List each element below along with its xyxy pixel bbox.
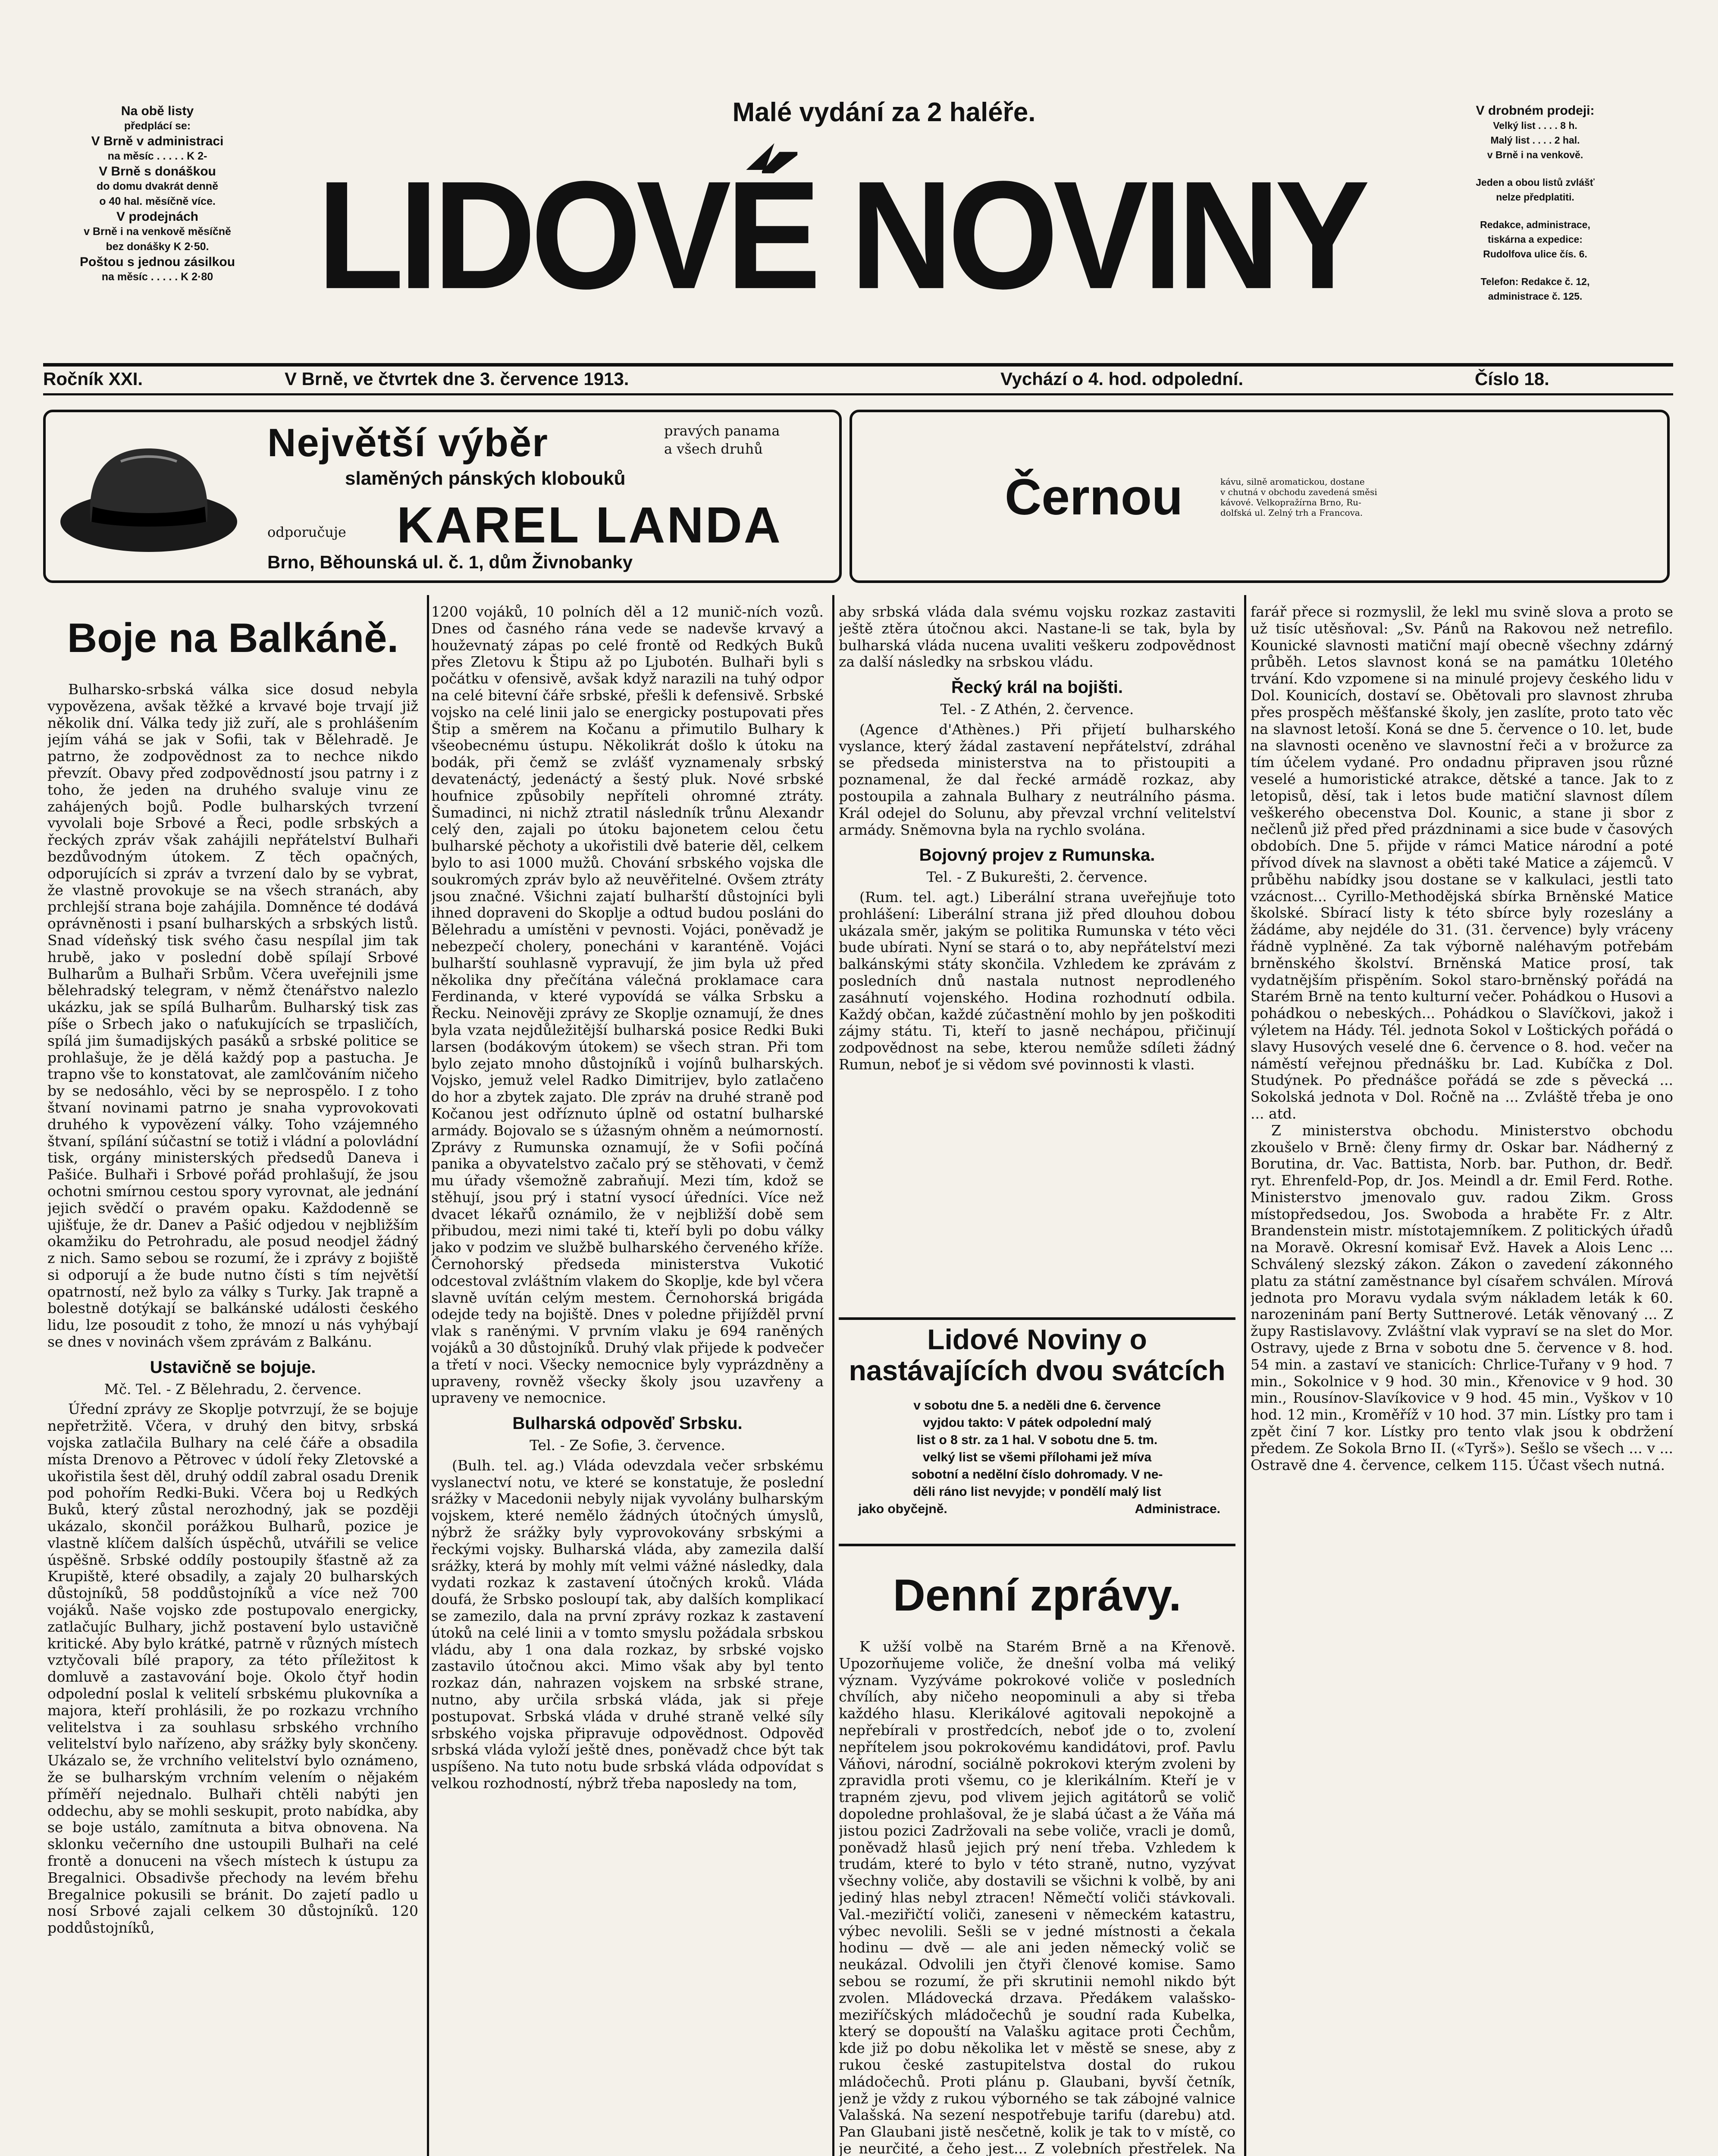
retail-line: Telefon: Redakce č. 12,: [1480, 276, 1590, 287]
article-denni-text: K užší volbě na Starém Brně a na Křenově. Upozorňujeme voliče, že dnešní volba má veliký význam. Vyzýváme pokrokové voliče v posledních chvílích, aby ničeho neopominuli a aby si třeba každého hlasu. Klerikálové agitovali nepokojně a nepřebírali v prostředcích, neboť jde o to, zvolení nepřítelem jsou pokrokovému kandidátovi, prof. Pavlu Váňovi, národní, sociálně pokrokovi kterým zvoleni by zpravidla proti všemu, co je klerikálním. Kteří je v trapném zjevu, pod vlivem jejich agitátorů se volič dopoledne prohlašoval, že je slabá účast a že Váňa má jistou pozici Zadržovali na sebe voliče, vracli je domů, poněvadž hlasů jejich prý není třeba. Vzhledem k trudám, které to bylo v této straně, nutno, vyzývat všechny voliče, aby dostavili se všichni k volbě, by ani jediný hlas nebyl ztracen! Němečtí voliči stávkovali. Val.-meziřičtí voliči, zaneseni v německém katastru, výbec nevolili. Sešli se v jedné místnosti a čekala hodinu — dvě — ale ani jeden německý volič se neukázal. Odvolili jen čtyři členové komise. Samo sebou se rozumí, že při skrutinii nemohl nikdo být zvolen. Mládovecká drzava. Předákem valašsko-meziříčských mládočechů je soudní rada Kubelka, který se dopouští na Valašku agitace proti Čechům, kde již po dobu několika let v městě se snese, aby z rukou české zastupitelstva dostal do rukou mládočechů. Proti plánu p. Glaubani, byvší četník, jenž je vždy z rukou výborného se tak zábojné valnice Valašská. Na sezení nespotřebuje tarifu (darebu) atd. Pan Glaubani jistě nesčetně, kolik je tak to v místě, co je neurčité, a čeho jest... Z volebních přestřelek. Na: [839, 1638, 1235, 2156]
column-rule-2: [832, 595, 834, 2156]
headline-svatky: Lidové Noviny o nastávajících dvou svátcích: [849, 1323, 1226, 1386]
subscription-line: Poštou s jednou zásilkou: [79, 255, 235, 269]
retail-line: Velký list . . . . 8 h.: [1493, 120, 1577, 131]
article-recky-text: (Agence d'Athènes.) Při přijetí bulharského vyslance, který žádal zastavení nepřátelství, zdráhal se předseda ministerstva na to přistoupiti a poznamenal, že dal řecké armádě rozkaz, aby postoupila a zahnala Bulhary z neutrálního pásma. Král odejel do Solunu, aby převzal vrchní velitelství armády. Sněmovna byla na rychlo svolána.: [839, 721, 1235, 838]
headline-denni: Denní zprávy.: [893, 1570, 1182, 1620]
headline-ustavicne: Ustavičně se bojuje.: [150, 1357, 316, 1377]
article-col3-text: aby srbská vláda dala svému vojsku rozkaz zastaviti ještě ztěra útočnou akci. Nastane-li se tak, byla by bulharská vláda nucena uvaliti veškeru zodpovědnost za další následky na srbskou vládu.: [839, 604, 1235, 671]
subscription-info: [43, 103, 272, 285]
article-boje-text: Bulharsko-srbská válka sice dosud nebyla vypovězena, avšak těžké a krvavé boje trvají již několik dní. Válka tedy již zuří, ale s prohlášením jejím váhá se jak v Sofii, tak v Bělehradě. Je patrno, že zodpovědnost za to nechce nikdo převzít. Obavy před zodpovědností jsou patrny i z toho, že jeden na druhého svaluje vinu ze zahájených bojů. Podle bulharských tvrzení vyvolali boje Srbové a Řeci, podle srbských a řeckých zpráv však zahájili nepřátelství Bulhaři bezdůvodným útokem. Z těch opačných, odporujících si zpráv a tvrzení dalo by se vybrat, že vlastně provokuje se na všech stranách, aby prchlejší strana boje zahájila. Domněnce té dodává oprávněnosti i psaní bulharských a srbských listů. Snad vídeňský tisk svého času nespílal jim tak hrubě, jako v poslední době spílají Srbové Bulharům a Bulhaři Srbům. Včera uveřejnili jsme bělehradský telegram, v němž čtenářstvo nalezlo ukázku, jak se spílá Bulharům. Bulharský tisk zas píše o Srbech jako o naťukujících se trpasličích, spílá jim šumadijských pasáků a srbské politice se prohlašuje, že je dělá každý pop a pastucha. Je trapno vše to konstatovat, ale zamlčováním ničeho by se nedosáhlo, věci by se neprospělo. I z toho štvaní novinami patrno je snaha vyprovokovati druhého k vypovězení války. Toho vzájemného štvaní, spílání súčastní se totiž i vládní a polovládní tisk, orgány ministerských předsedů Daneva i Pašiće. Bulhaři i Srbové pořád prohlašují, že jsou ochotni smírnou cestou spory vyrovnat, ale jednání jejich svědčí o pravém opaku. Každodenně se ujišťuje, že dr. Danev a Pašić odjedou v nejbližším okamžiku do Petrohradu, ale posud neodjel žádný z nich. Samo sebou se rozumí, že i zprávy z bojiště si odporují a že bude nutno čísti s tím největší opatrností, než bylo za války s Turky. Jak trapně a bolestně dotýkají se balkánské události českého lidu, lze posoudit z toho, že mnozí u nás vyhýbají se dnes v novinách všem zprávám z Balkánu.: [47, 681, 418, 1351]
headline-boje: Boje na Balkáně.: [67, 615, 399, 661]
retail-line: V drobném prodeji:: [1476, 103, 1595, 118]
column-3-bottom: [839, 1552, 1235, 2156]
article-col2-text: 1200 vojáků, 10 polních děl a 12 munič-ních vozů. Dnes od časného rána vede se nadevše krvavý a houževnatý zápas po celé frontě od Redkých Buků přes Zletovu k Štipu až po Ljubotén. Bulhaři byli s počátku v ofensivě, avšak když narazili na tuhý odpor na celé bitevní čáře srbské, přešli k defensivě. Srbské vojsko na celé linii jalo se energicky postupovati přes Štip a směrem na Kočanu a přimutilo Bulhary k všeobecnému ústupu. Několikrát došlo k útoku na bodák, při čemž se zvlášť vyznamenaly srbský devatenáctý, jedenáctý a šestý pluk. Nové srbské houfnice způsobily nepříteli ohromné ztráty. Šumadinci, ni nichž ztratil následník trůnu Alexandr celý den, zajali po útoku bajonetem celou četu bulharské pěchoty a ukořistili dvě baterie děl, celkem bylo to asi 1000 mužů. Chování srbského vojska dle soukromých zpráv bylo až neuvěřitelné. Ovšem ztráty jsou značné. Všichni zajatí bulharští důstojníci byli ihned dopraveni do Skoplje a odtud budou posláni do Bělehradu a umístěni v pevnosti. Vojáci, poněvadž je nebezpečí cholery, ponecháni v karanténě. Vojáci bulharští souhlasně vypravují, že jim byla už před několika dny přečítána válečná proklamace cara Ferdinanda, v které vypovídá se válka Srbsku a Řecku. Neinověji zprávy ze Skoplje oznamují, že dnes byla vzata nejdůležitější bulharská posice Redki Buki larsen (bodákovým útokem) se všech stran. Při tom bylo zejato mnoho důstojníků i vojínů bulharských. Vojsko, jemuž velel Radko Dimitrijev, bylo zatlačeno do hor a zbytek zajato. Dle zpráv na druhé straně pod Kočanou jest odříznuto úplně od ostatní bulharské armády. Bojovalo se s úžasným ohněm a neúmorností. Zprávy z Rumunska oznamují, že v Sofii počíná panika a obyvatelstvo začalo prý se stěhovati, v čemž mu úřady všemožně zabraňují. Mezi tím, kdož se stěhují, jsou prý i statní vysocí úředníci. Více než dvacet lékařů oznámilo, že v nejbližší době sem přibudou, mezi nimi také ti, kteří byli po dobu války jako v podzim ve službě bulharského červeného kříže. Černohorský předseda ministerstva Vukotić odcestoval zvláštním vlakem do Skoplje, kde byl včera slavně uvítán celým mestem. Černohorská brigáda odejde tedy na bojiště. Dnes v poledne přijížděl první vlak s raněnými. V prvním vlaku je 694 raněných vojáků a 30 důstojníků. Druhý vlak přijede k podvečer a třetí v noci. Všecky nemocnice byly vyprázdněny a upraveny, rovněž všecky školy jsou uzavřeny a upraveny ve nemocnice.: [431, 604, 824, 1407]
retail-line: nelze předplatiti.: [1496, 191, 1574, 203]
retail-line: Redakce, administrace,: [1480, 219, 1590, 230]
hat-icon: [56, 436, 241, 561]
hat-ad-all-kinds: a všech druhů: [664, 441, 763, 457]
subscription-line: V prodejnách: [116, 210, 199, 224]
headline-odpoved: Bulharská odpověď Srbsku.: [512, 1414, 743, 1433]
masthead-rule-top: [43, 363, 1673, 367]
article-odpoved-text: (Bulh. tel. ag.) Vláda odevzdala večer srbskému vyslanectví notu, ve které se konstatuje, že poslední srážky v Macedonii nebyly nijak vyvolány bulharským vojskem, které nemělo žádných útočných úmyslů, nýbrž že srážky byly vyprovokovány srbskými a řeckými vojsky. Bulharská vláda, aby zamezila další srážky, která by mohly mít velmi vážné následky, dala vydati rozkaz k zastavení útočných kroků. Vláda doufá, že Srbsko posloupí tak, aby dalších komplikací se zamezilo, dala na první zprávy rozkaz k zastavení útoků na celé linii a v tomto smyslu požádala srbskou vládu, aby 1 ona dala rozkaz, by srbské vojsko zastavilo útočnou akci. Mimo však aby byl tento rozkaz dán, nahrazen vojskem na srbské strane, nutno, aby určila srbská vláda, jak si přeje postupovat. Srbská vláda v druhé straně velké síly srbského vojska připravuje odpovědnost. Odpověď srbská vláda vyloží ještě dnes, poněvadž chce být tak uspíšeno. Na tuto notu bude srbská vláda odpovídat s velkou rozhodností, nýbrž třeba naposledy na tom,: [431, 1457, 824, 1792]
subscription-line: na měsíc . . . . . K 2·80: [101, 271, 213, 283]
holiday-line: list o 8 str. za 1 hal. V sobotu dne 5. tm.: [916, 1433, 1158, 1447]
retail-line: administrace č. 125.: [1488, 291, 1583, 302]
subscription-line: V Brně s donáškou: [99, 164, 216, 179]
coffee-ad-word: Černou: [1005, 469, 1183, 526]
retail-line: Jeden a obou listů zvlášť: [1476, 177, 1595, 188]
article-ustavicne-text: Úřední zprávy ze Skoplje potvrzují, že se bojuje nepřetržitě. Včera, v druhý den bitvy, srbská vojska zatlačila Bulhary na celé čáře a obsadila místa Drenovo a Pětrovec v údolí řeky Zletovské a ukořistila šest děl, druhý oddíl zabral osadu Drenik pod pohořím Redki-Buki. Včera boj u Redkých Buků, který zůstal nerozhodný, jak se později ukázalo, skončil porážkou Bulharů, pozice je vlastně klíčem dalších úspěchů, utvářili se velice úspěšně. Srbské oddíly postoupily šťastně až za Krupiště, které obsadily, a zajaly 20 bulharských důstojníků, 58 poddůstojníků a více než 700 vojáků. Naše vojsko zde postupovalo energicky, zatlačujíc Bulhary, jichž postavení bylo ustavičně kritické. Aby bylo krátké, patrně v různých místech vztyčovali bílé prapory, za této příležitost k domluvě a zastavování boje. Okolo čtyř hodin odpolední poslal k velitelí srbskému plukovníka a majora, kteří prohlásili, že po rozkazu vrchního velitelstva i za souhlasu srbského vrchního velitelství bylo nařízeno, aby srážky byly skončeny. Ukázalo se, že vrchního velitelství bylo oznámeno, že se bulharským vrchním velením o nějakém příměří nejednalo. Bulhaři chtěli nabýti jen oddechu, aby se mohli seskupit, proto nabídka, aby se boje ustálo, zamítnuta a bitva obnovena. Na sklonku večerního dne ustoupili Bulhaři na celé frontě a donuceni na všech místech k ústupu za Bregalnici. Obsadivše přechody na levém břehu Bregalnice pokusili se bránit. Do zajetí padlo u nosí Srbové zajali celkem 30 důstojníků. 120 poddůstojníků,: [47, 1401, 418, 1937]
headline-recky: Řecký král na bojišti.: [951, 678, 1123, 697]
coffee-ad-line: v chutná v obchodu zavedená směsi: [1220, 487, 1377, 497]
holiday-notice-rule-top: [839, 1317, 1235, 1320]
dateline-odpoved: Tel. - Ze Sofie, 3. července.: [530, 1437, 725, 1454]
holiday-line: děli ráno list nevyjde; v pondělí malý list: [913, 1485, 1161, 1499]
retail-line: Rudolfova ulice čís. 6.: [1483, 248, 1587, 260]
subscription-line: do domu dvakrát denně: [97, 180, 218, 192]
holiday-notice-text: [841, 1397, 1233, 1518]
column-2: [431, 604, 824, 2156]
issue-number-label: Číslo 18.: [1475, 369, 1549, 389]
hat-ad-address: Brno, Běhounská ul. č. 1, dům Živnobanky: [267, 552, 633, 572]
coffee-ad-line: kávové. Velkopražírna Brno, Ru-: [1220, 497, 1361, 508]
subscription-line: bez donášky K 2·50.: [106, 241, 209, 253]
holiday-signature: Administrace.: [1135, 1502, 1220, 1516]
masthead-rule-bottom: [43, 393, 1673, 395]
hat-ad-straw-hats: slaměných pánských klobouků: [345, 468, 626, 489]
retail-line: Malý list . . . . 2 hal.: [1490, 135, 1580, 146]
holiday-line: velký list se všemi přílohami jež míva: [922, 1450, 1152, 1464]
volume-label: Ročník XXI.: [43, 369, 143, 389]
hat-ad-recommends: odporučuje: [267, 524, 346, 540]
holiday-line: v sobotu dne 5. a neděli dne 6. července: [913, 1398, 1161, 1413]
issue-time-label: Vychází o 4. hod. odpolední.: [1000, 369, 1244, 389]
subscription-line: V Brně v administraci: [91, 134, 224, 148]
subscription-line: předplácí se:: [124, 120, 191, 132]
tagline: Malé vydání za 2 haléře.: [732, 97, 1036, 127]
retail-info: [1397, 103, 1673, 304]
retail-line: v Brně i na venkově.: [1487, 149, 1583, 160]
article-col4b-text: Z ministerstva obchodu. Ministerstvo obchodu zkoušelo v Brně: členy firmy dr. Oskar bar. Nádherný z Borutina, dr. Vac. Battista, Norb. bar. Puthon, dr. Bedř. ryt. Ehrenfeld-Pop, dr. Jos. Meindl a dr. Emil Ferd. Rothe. Ministerstvo jmenovalo guv. radou Zikm. Gross místopředsedou, Jos. Swoboda a hraběte Fr. z Altr. Brandenstein mistr. místotajemníkem. Z politických úřadů na Moravě. Okresní komisař Evž. Havek a Alois Lenc ... Schválený slezský zákon. Zákon o zavedení zákonného platu za státní zaměstnance byl císařem schválen. Mírová jednota pro Moravu vydala svým nákladem leták k 60. narozeninám paní Berty Suttnerové. Leták věnovaný ... Z župy Rastislavovy. Zvláštní vlak vypraví se na slet do Mor. Ostravy, ujede z Brna v sobotu dne 5. července v 8. hod. 54 min. a zastaví ve stanicích: Chrlice-Tuřany v 9 hod. 7 min., Sokolnice v 9 hod. 30 min., Křenovice v 9 hod. 30 min., Rousínov-Slavíkovice v 9 hod. 45 min., Vyškov v 10 hod. 12 min., Kroměříž v 10 hod. 37 min. Lístky pro tam i zpět činí 7 kor. Lístky pro tento vlak jsou k obdržení předem. Ze Sokola Brno II. («Tyrš»). Sešlo se všech ... v ... Ostravě dne 4. července, celkem 115. Účast všech nutná.: [1251, 1122, 1673, 1473]
dateline-ustavicne: Mč. Tel. - Z Bělehradu, 2. července.: [104, 1380, 362, 1398]
subscription-line: Na obě listy: [121, 104, 194, 118]
subscription-line: o 40 hal. měsíčně více.: [99, 195, 216, 207]
holiday-line: sobotní a nedělní číslo dohromady. V ne-: [911, 1467, 1163, 1482]
article-col4-text: farář přece si rozmyslil, že lekl mu svině slova a proto se už tisíc utěsňoval: „Sv. Pánů na Rakovou než netrefilo. Kounické slavnosti matiční mají obecně všechny zdárný průběh. Letos slavnost koná se na památku 10letého trvání. Kdo vzpomene si na minulé projevy českého lidu v Dol. Kounicích, dostaví se. Obětovali pro slavnost zhruba přes prospěch měšťanské školy, jen zaslíte, proto tato věc na slavnost letoší. Koná se dne 5. července o 10. let, bude na slavnosti oceněno ve slavnostní řeči a v brožurce za tím účelem vydané. Pro ondadnu připraven jsou různé veselé a humoristické atrakce, dětské a tance. Jak to z letopisů, děsí, tak i letos bude matiční slavnost dílem veškerého obecenstva Dol. Kounic, a stane ji sbor z nečlenů již před před prázdninami a sice bude v časových obdobích. Dne 5. přijde v rámci Matice národní a poté přívod dívek na slavnost a oběti také Matice a zájemců. V průběhu nabídky jsou dostane se v kalkulaci, jestli tato vzácnost... Cyrillo-Methodějská sbírka Brněnské Matice školské. Sbírací listy k této sbírce byly rozeslány a žádáme, aby nejdéle do 31. (31. července) byly vráceny řádně vyplněné. Za tak výborně naléhavým potřebám brněnského školství. Brněnská Matice prosí, tak vydatnějším přispěním. Sokol staro-brněnský pořádá na Starém Brně na tento kulturní večer. Pohádkou o Husovi a pohádkou o nebeských... Pohádkou o Slavíčkovi, jakož i výletem na Hády. Tél. jednota Sokol v Loštických pořádá o slavy Husových veselé dne 6. července o 8. hod. večer na náměstí veřejnou přednášku br. Lad. Kubíčka z Dol. Studýnek. Po přednášce pořádá se zde s pěvecká ... Sokolská jednota v Dol. Ročně na ... Zvláště třeba je ono ... atd.: [1251, 604, 1673, 1122]
dateline-recky: Tel. - Z Athén, 2. července.: [940, 700, 1134, 718]
hat-ad-headline: Největší výběr: [267, 421, 549, 465]
subscription-line: v Brně i na venkově měsíčně: [84, 226, 231, 238]
article-rumunsko-text: (Rum. tel. agt.) Liberální strana uveřejňuje toto prohlášení: Liberální strana již před dlouhou dobou ukázala směr, jakým se politika Rumunska v této věci bude ubírati. Nyní se stará o to, aby nepřátelství mezi balkánskými státy skončila. Vzhledem ke zprávám z posledních dnů nastala nutnost neprodleného zasáhnutí vojenského. Hodina rozhodnutí odbila. Každý občan, každé zúčastnění mohlo by jen poškoditi zájmy státu. Ti, kteří to jasně nechápou, přičinují zodpovědnost na sebe, kterou nemůže sdíleti žádný Rumun, neboť je si vědom své povinnosti k vlasti.: [839, 888, 1235, 1073]
coffee-ad-line: kávu, silně aromatickou, dostane: [1220, 476, 1365, 487]
holiday-line: vyjdou takto: V pátek odpolední malý: [922, 1416, 1152, 1430]
holiday-notice-rule-bottom: [839, 1544, 1235, 1546]
dateline-rumunsko: Tel. - Z Bukurešti, 2. července.: [926, 868, 1148, 886]
column-4: [1251, 604, 1673, 2156]
coffee-ad-text: [1220, 476, 1531, 518]
hat-ad-seller-name: KAREL LANDA: [397, 497, 783, 554]
newspaper-title: LIDOVÉ NOVINY: [317, 149, 1365, 321]
headline-rumunsko: Bojovný projev z Rumunska.: [919, 846, 1155, 865]
subscription-line: na měsíc . . . . . K 2-: [107, 150, 207, 162]
column-rule-1: [427, 595, 429, 2156]
coffee-ad-line: dolfská ul. Zelný trh a Francova.: [1220, 508, 1363, 518]
date-label: V Brně, ve čtvrtek dne 3. července 1913.: [285, 369, 629, 389]
column-3-top: [839, 604, 1235, 1319]
retail-line: tiskárna a expedice:: [1488, 234, 1583, 245]
column-1: [47, 604, 418, 2156]
hat-ad-panama: pravých panama: [664, 423, 780, 439]
column-rule-3: [1244, 595, 1246, 2156]
holiday-line: jako obyčejně.: [858, 1502, 947, 1516]
